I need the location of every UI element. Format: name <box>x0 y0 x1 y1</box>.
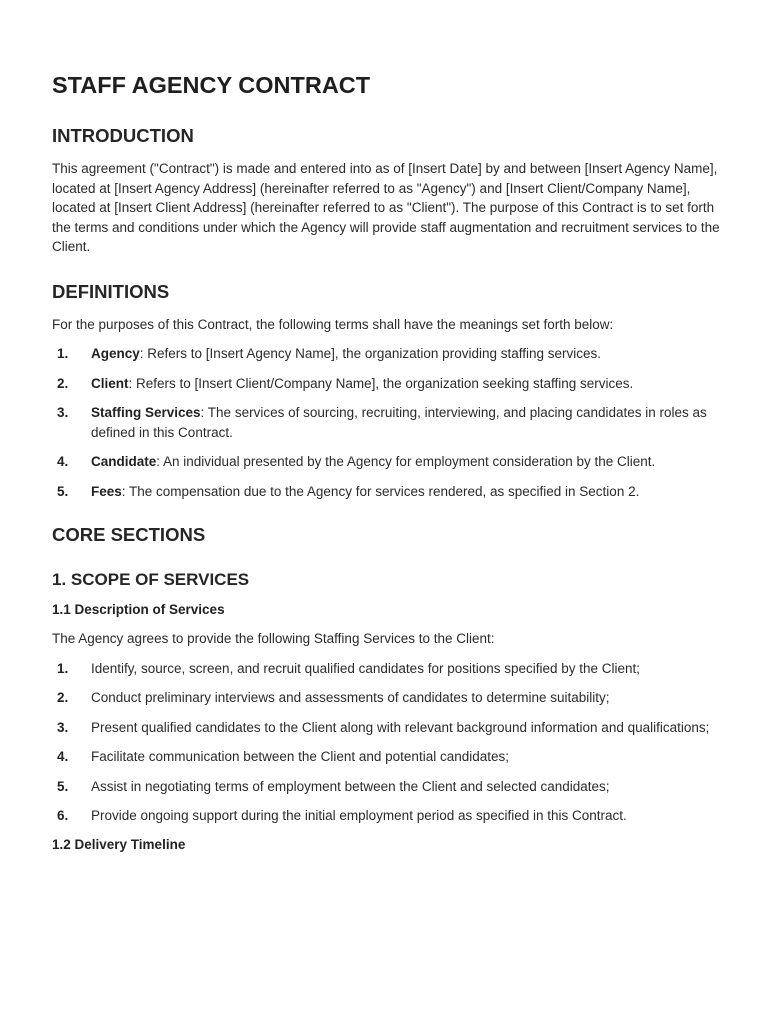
list-number: 4. <box>57 749 69 764</box>
definitions-intro: For the purposes of this Contract, the following terms shall have the meanings set forth below: <box>52 316 614 332</box>
list-item <box>52 777 722 797</box>
definition-text: : The compensation due to the Agency for services rendered, as specified in Section 2. <box>121 483 640 499</box>
definition-text: : An individual presented by the Agency for employment consideration by the Client. <box>156 454 656 469</box>
service-text: Provide ongoing support during the initial employment period as specified in this Contract. <box>91 808 627 823</box>
definition-text: : Refers to [Insert Agency Name], the organization providing staffing services. <box>139 346 602 361</box>
introduction-heading: INTRODUCTION <box>52 125 194 146</box>
description-of-services-heading: 1.1 Description of Services <box>52 602 225 617</box>
definition-term: Staffing Services <box>91 405 201 420</box>
scope-of-services-heading: 1. SCOPE OF SERVICES <box>52 570 250 589</box>
document-page <box>52 70 722 854</box>
list-item <box>52 688 722 708</box>
service-text: Identify, source, screen, and recruit qualified candidates for positions specified by the Client; <box>91 660 641 676</box>
list-number: 5. <box>57 483 69 499</box>
list-item <box>52 452 722 472</box>
list-item <box>52 806 722 826</box>
services-intro: The Agency agrees to provide the following Staffing Services to the Client: <box>52 631 495 646</box>
list-number: 2. <box>57 375 69 391</box>
core-sections-heading: CORE SECTIONS <box>52 524 206 545</box>
list-item <box>52 403 722 442</box>
definition-term: Agency <box>91 346 140 361</box>
service-text: Assist in negotiating terms of employment between the Client and selected candidates; <box>91 778 610 794</box>
definition-term: Client <box>91 375 129 391</box>
delivery-timeline-heading: 1.2 Delivery Timeline <box>52 836 186 852</box>
list-item <box>52 344 722 364</box>
list-number: 1. <box>57 346 69 361</box>
services-list <box>52 659 722 826</box>
list-item <box>52 747 722 767</box>
list-item <box>52 659 722 679</box>
definitions-list <box>52 344 722 501</box>
list-item <box>52 374 722 394</box>
list-item <box>52 718 722 738</box>
list-number: 2. <box>57 690 69 705</box>
definition-text: : Refers to [Insert Client/Company Name], the organization seeking staffing services. <box>128 375 634 391</box>
list-number: 3. <box>57 719 69 735</box>
list-number: 3. <box>57 405 69 420</box>
service-text: Conduct preliminary interviews and assessments of candidates to determine suitability; <box>91 690 610 705</box>
document-title: STAFF AGENCY CONTRACT <box>52 72 371 98</box>
list-number: 6. <box>57 808 69 823</box>
definitions-heading: DEFINITIONS <box>52 280 170 302</box>
service-text: Present qualified candidates to the Client along with relevant background information and qualifications; <box>91 719 710 735</box>
list-number: 4. <box>57 454 69 469</box>
definition-text: : The services of sourcing, recruiting, interviewing, and placing candidates in roles as defined in this Contract. <box>91 405 707 440</box>
definition-term: Fees <box>91 483 122 499</box>
introduction-text: This agreement ("Contract") is made and entered into as of [Insert Date] by and between [Insert Agency Name], located at [Insert Agency Address] (hereinafter referred to as "Agency") and [Insert Client/Company Name], located at [Insert Client Address] (hereinafter referred to as "Client"). The purpose of this Contract is to set forth the terms and conditions under which the Agency will provide staff augmentation and recruitment services to the Client. <box>52 161 720 254</box>
definition-term: Candidate <box>91 454 157 469</box>
list-number: 1. <box>57 660 69 676</box>
service-text: Facilitate communication between the Client and potential candidates; <box>91 749 509 764</box>
list-item <box>52 482 722 502</box>
list-number: 5. <box>57 778 69 794</box>
